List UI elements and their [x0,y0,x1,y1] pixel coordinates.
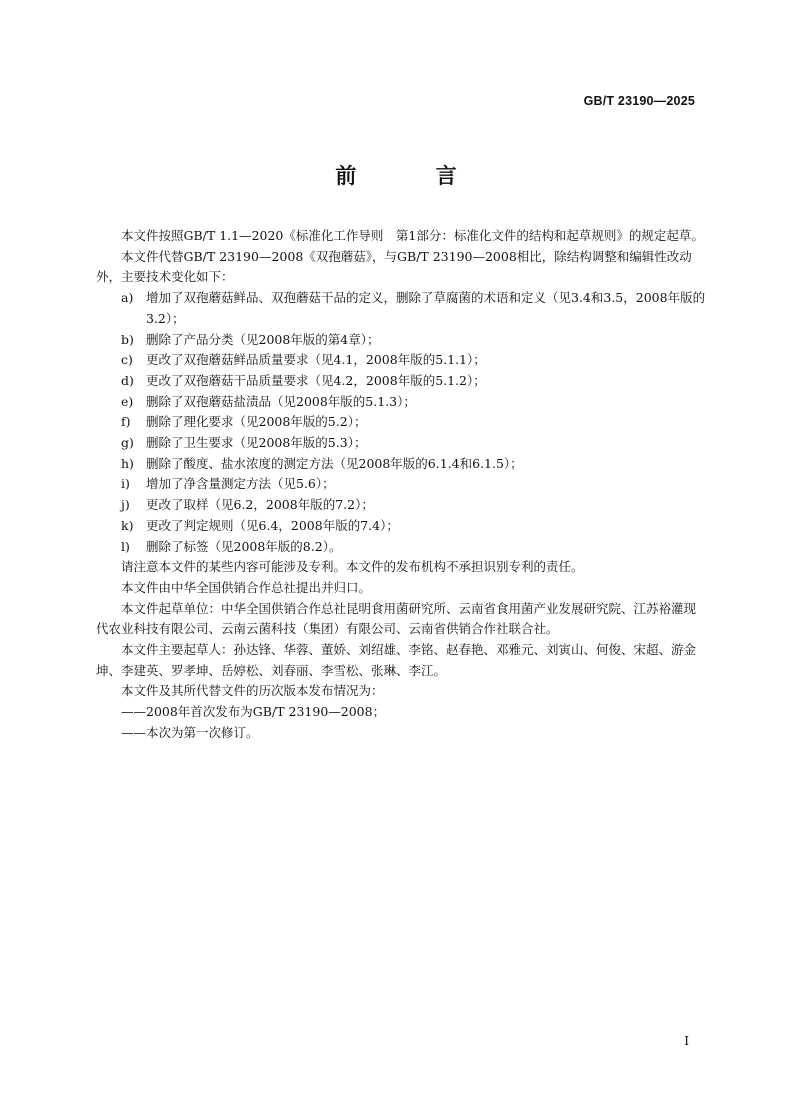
change-label: c) [121,352,133,368]
change-label: j) [121,497,130,513]
change-text: 增加了双孢蘑菇鲜品、双孢蘑菇干品的定义，删除了草腐菌的术语和定义（见3.4和3.5，2008年版的3.2）； [146,290,706,326]
change-text: 更改了取样（见6.2，2008年版的7.2）； [146,497,374,513]
change-item [96,392,708,413]
change-item [96,474,708,495]
change-label: g) [121,435,134,451]
change-text: 更改了双孢蘑菇鲜品质量要求（见4.1，2008年版的5.1.1）； [146,352,486,368]
change-text: 删除了理化要求（见2008年版的5.2）； [146,414,367,430]
change-label: k) [121,517,134,533]
change-item [96,412,708,433]
change-item [96,433,708,454]
change-label: i) [121,476,130,492]
change-label: b) [121,331,134,347]
change-item [96,537,708,558]
paragraph-drafters: 本文件主要起草人：孙达锋、华蓉、董娇、刘绍雄、李铭、赵春艳、邓雅元、刘寅山、何俊、宋超、游金坤、李建英、罗孝坤、岳婷松、刘春丽、李雪松、张琳、李江。 [96,642,697,678]
paragraph-history-intro: 本文件及其所代替文件的历次版本发布情况为： [121,683,384,699]
change-text: 增加了净含量测定方法（见5.6）； [146,476,335,492]
change-text: 删除了产品分类（见2008年版的第4章）； [146,331,380,347]
paragraph-replacement: 本文件代替GB/T 23190—2008《双孢蘑菇》，与GB/T 23190—2008相比，除结构调整和编辑性改动外，主要技术变化如下： [96,248,692,285]
foreword-body [96,226,708,744]
change-item [96,454,708,475]
change-item [96,330,708,351]
change-label: l) [121,538,130,554]
paragraph-proposer: 本文件由中华全国供销合作总社提出并归口。 [121,579,372,595]
change-text: 更改了双孢蘑菇干品质量要求（见4.2，2008年版的5.1.2）； [146,372,486,388]
page-number: I [684,1034,689,1048]
paragraph-drafting-units: 本文件起草单位：中华全国供销合作总社昆明食用菌研究所、云南省食用菌产业发展研究院、江苏裕灌现代农业科技有限公司、云南云菌科技（集团）有限公司、云南省供销合作社联合社。 [96,600,697,637]
change-item [96,516,708,537]
history-item: ——本次为第一次修订。 [121,724,259,740]
page-title: 前 言 [335,164,493,188]
change-label: h) [121,455,134,471]
change-text: 删除了卫生要求（见2008年版的5.3）； [146,435,367,451]
change-label: a) [121,290,134,306]
change-item [96,350,708,371]
change-item [96,495,708,516]
change-text: 更改了判定规则（见6.4，2008年版的7.4）； [146,517,399,533]
paragraph-drafting-rules: 本文件按照GB/T 1.1—2020《标准化工作导则 第1部分：标准化文件的结构和起草规则》的规定起草。 [121,228,704,243]
change-text: 删除了标签（见2008年版的8.2）。 [146,538,342,554]
change-item [96,288,708,329]
change-item [96,371,708,392]
change-text: 删除了酸度、盐水浓度的测定方法（见2008年版的6.1.4和6.1.5）； [146,455,523,471]
change-label: d) [121,372,134,388]
standard-code: GB/T 23190—2025 [583,94,695,108]
change-text: 删除了双孢蘑菇盐渍品（见2008年版的5.1.3）； [146,393,416,409]
history-item: ——2008年首次发布为GB/T 23190—2008； [121,704,386,720]
paragraph-patent-notice: 请注意本文件的某些内容可能涉及专利。本文件的发布机构不承担识别专利的责任。 [121,559,584,575]
change-label: f) [121,414,131,430]
change-label: e) [121,393,134,409]
